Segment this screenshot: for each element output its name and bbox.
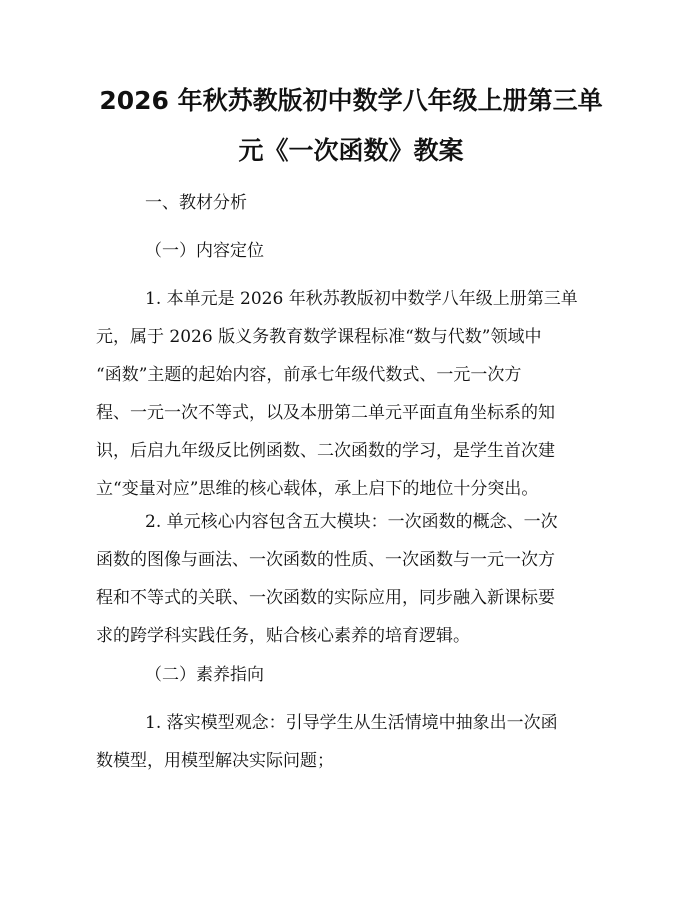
paragraph-line: 2. 单元核心内容包含五大模块：一次函数的概念、一次 — [145, 512, 558, 532]
paragraph-line: “函数”主题的起始内容，前承七年级代数式、一元一次方 — [96, 365, 522, 385]
document-title-line-1: 2026 年秋苏教版初中数学八年级上册第三单 — [99, 86, 603, 115]
section-heading-textbook-analysis: 一、教材分析 — [145, 193, 247, 213]
paragraph-line: 1. 本单元是 2026 年秋苏教版初中数学八年级上册第三单 — [145, 289, 578, 309]
document-title-line-2: 元《一次函数》教案 — [238, 136, 464, 165]
subsection-heading-literacy-orientation: （二）素养指向 — [145, 665, 264, 685]
paragraph-unit-positioning — [96, 288, 608, 516]
paragraph-line: 求的跨学科实践任务，贴合核心素养的培育逻辑。 — [96, 626, 470, 646]
paragraph-line: 立“变量对应”思维的核心载体，承上启下的地位十分突出。 — [96, 479, 539, 499]
paragraph-model-concept — [96, 712, 608, 788]
paragraph-line: 数模型，用模型解决实际问题； — [96, 751, 334, 771]
paragraph-line: 程和不等式的关联、一次函数的实际应用，同步融入新课标要 — [96, 588, 555, 608]
paragraph-line: 程、一元一次不等式，以及本册第二单元平面直角坐标系的知 — [96, 403, 555, 423]
paragraph-line: 识，后启九年级反比例函数、二次函数的学习，是学生首次建 — [96, 441, 555, 461]
paragraph-line: 1. 落实模型观念：引导学生从生活情境中抽象出一次函 — [145, 713, 558, 733]
paragraph-line: 函数的图像与画法、一次函数的性质、一次函数与一元一次方 — [96, 550, 555, 570]
subsection-heading-content-positioning: （一）内容定位 — [145, 241, 264, 261]
paragraph-unit-core-content — [96, 511, 608, 663]
paragraph-line: 元，属于 2026 版义务教育数学课程标准“数与代数”领域中 — [96, 327, 542, 347]
